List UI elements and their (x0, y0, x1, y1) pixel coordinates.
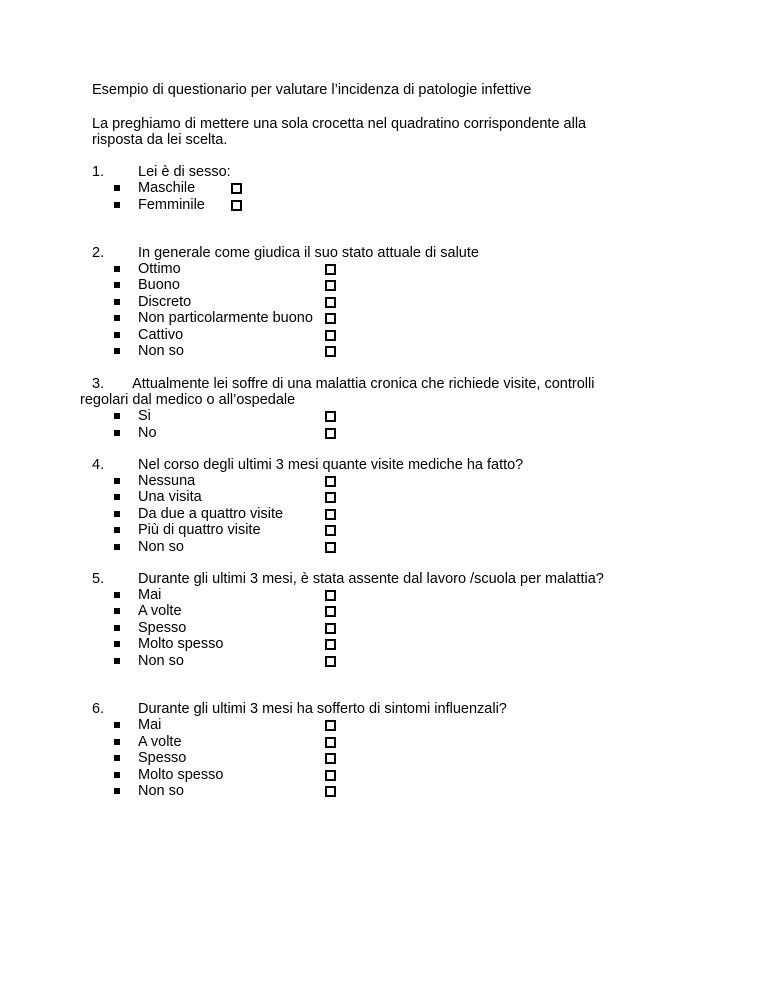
checkbox[interactable] (325, 509, 336, 520)
option-label: Non so (138, 783, 184, 799)
checkbox[interactable] (325, 656, 336, 667)
option-label: Non so (138, 653, 184, 669)
option-label: A volte (138, 603, 182, 619)
question-text (92, 376, 594, 393)
instructions-line-2: risposta da lei scelta. (92, 132, 228, 148)
checkbox[interactable] (325, 476, 336, 487)
option-label: Non so (138, 343, 184, 359)
square-bullet-icon (114, 658, 120, 664)
option-label: Femminile (138, 197, 205, 213)
square-bullet-icon (114, 788, 120, 794)
option-label: Spesso (138, 620, 187, 636)
question-number: 1. (92, 164, 105, 180)
question-text-line-2: regolari dal medico o all’ospedale (80, 392, 296, 408)
option-label: Ottimo (138, 261, 181, 277)
option-label: Cattivo (138, 327, 184, 343)
checkbox[interactable] (325, 525, 336, 536)
instructions-line-1: La preghiamo di mettere una sola crocetta nel quadratino corrispondente alla (92, 116, 587, 132)
checkbox[interactable] (325, 542, 336, 553)
square-bullet-icon (114, 511, 120, 517)
option-label: Non so (138, 539, 184, 555)
checkbox[interactable] (231, 200, 242, 211)
square-bullet-icon (114, 772, 120, 778)
question-text: Nel corso degli ultimi 3 mesi quante visite mediche ha fatto? (138, 457, 524, 473)
square-bullet-icon (114, 413, 120, 419)
option-label: A volte (138, 734, 182, 750)
option-label: Nessuna (138, 473, 196, 489)
option-label: Più di quattro visite (138, 522, 261, 538)
checkbox[interactable] (325, 720, 336, 731)
option-label: Spesso (138, 750, 187, 766)
square-bullet-icon (114, 625, 120, 631)
option-label: Molto spesso (138, 636, 224, 652)
checkbox[interactable] (325, 346, 336, 357)
question-text: Lei è di sesso: (138, 164, 231, 180)
checkbox[interactable] (325, 770, 336, 781)
checkbox[interactable] (325, 492, 336, 503)
checkbox[interactable] (325, 428, 336, 439)
square-bullet-icon (114, 527, 120, 533)
square-bullet-icon (114, 494, 120, 500)
question-text: Durante gli ultimi 3 mesi ha sofferto di sintomi influenzali? (138, 701, 507, 717)
square-bullet-icon (114, 478, 120, 484)
option-label: Una visita (138, 489, 202, 505)
checkbox[interactable] (325, 786, 336, 797)
square-bullet-icon (114, 755, 120, 761)
question-text: In generale come giudica il suo stato attuale di salute (138, 245, 479, 261)
document-title: Esempio di questionario per valutare l’incidenza di patologie infettive (92, 82, 532, 98)
option-label: No (138, 425, 157, 441)
square-bullet-icon (114, 185, 120, 191)
checkbox[interactable] (325, 606, 336, 617)
option-label: Mai (138, 717, 162, 733)
square-bullet-icon (114, 544, 120, 550)
option-label: Maschile (138, 180, 196, 196)
question-number: 3. (92, 376, 105, 392)
checkbox[interactable] (325, 737, 336, 748)
checkbox[interactable] (325, 330, 336, 341)
checkbox[interactable] (325, 297, 336, 308)
option-label: Molto spesso (138, 767, 224, 783)
question-number: 6. (92, 701, 105, 717)
square-bullet-icon (114, 608, 120, 614)
checkbox[interactable] (325, 639, 336, 650)
option-label: Si (138, 408, 151, 424)
square-bullet-icon (114, 266, 120, 272)
square-bullet-icon (114, 202, 120, 208)
square-bullet-icon (114, 315, 120, 321)
checkbox[interactable] (325, 590, 336, 601)
option-label: Discreto (138, 294, 192, 310)
square-bullet-icon (114, 592, 120, 598)
option-label: Non particolarmente buono (138, 310, 313, 326)
option-label: Da due a quattro visite (138, 506, 284, 522)
checkbox[interactable] (325, 411, 336, 422)
option-label: Buono (138, 277, 180, 293)
checkbox[interactable] (325, 313, 336, 324)
square-bullet-icon (114, 332, 120, 338)
square-bullet-icon (114, 641, 120, 647)
checkbox[interactable] (325, 623, 336, 634)
square-bullet-icon (114, 299, 120, 305)
question-text-line-1: Attualmente lei soffre di una malattia cronica che richiede visite, controlli (132, 376, 595, 392)
question-text: Durante gli ultimi 3 mesi, è stata assente dal lavoro /scuola per malattia? (138, 571, 604, 587)
option-label: Mai (138, 587, 162, 603)
checkbox[interactable] (325, 280, 336, 291)
checkbox[interactable] (325, 753, 336, 764)
checkbox[interactable] (325, 264, 336, 275)
question-number: 4. (92, 457, 105, 473)
square-bullet-icon (114, 739, 120, 745)
square-bullet-icon (114, 348, 120, 354)
square-bullet-icon (114, 722, 120, 728)
question-number: 5. (92, 571, 105, 587)
square-bullet-icon (114, 282, 120, 288)
square-bullet-icon (114, 430, 120, 436)
question-number: 2. (92, 245, 105, 261)
checkbox[interactable] (231, 183, 242, 194)
